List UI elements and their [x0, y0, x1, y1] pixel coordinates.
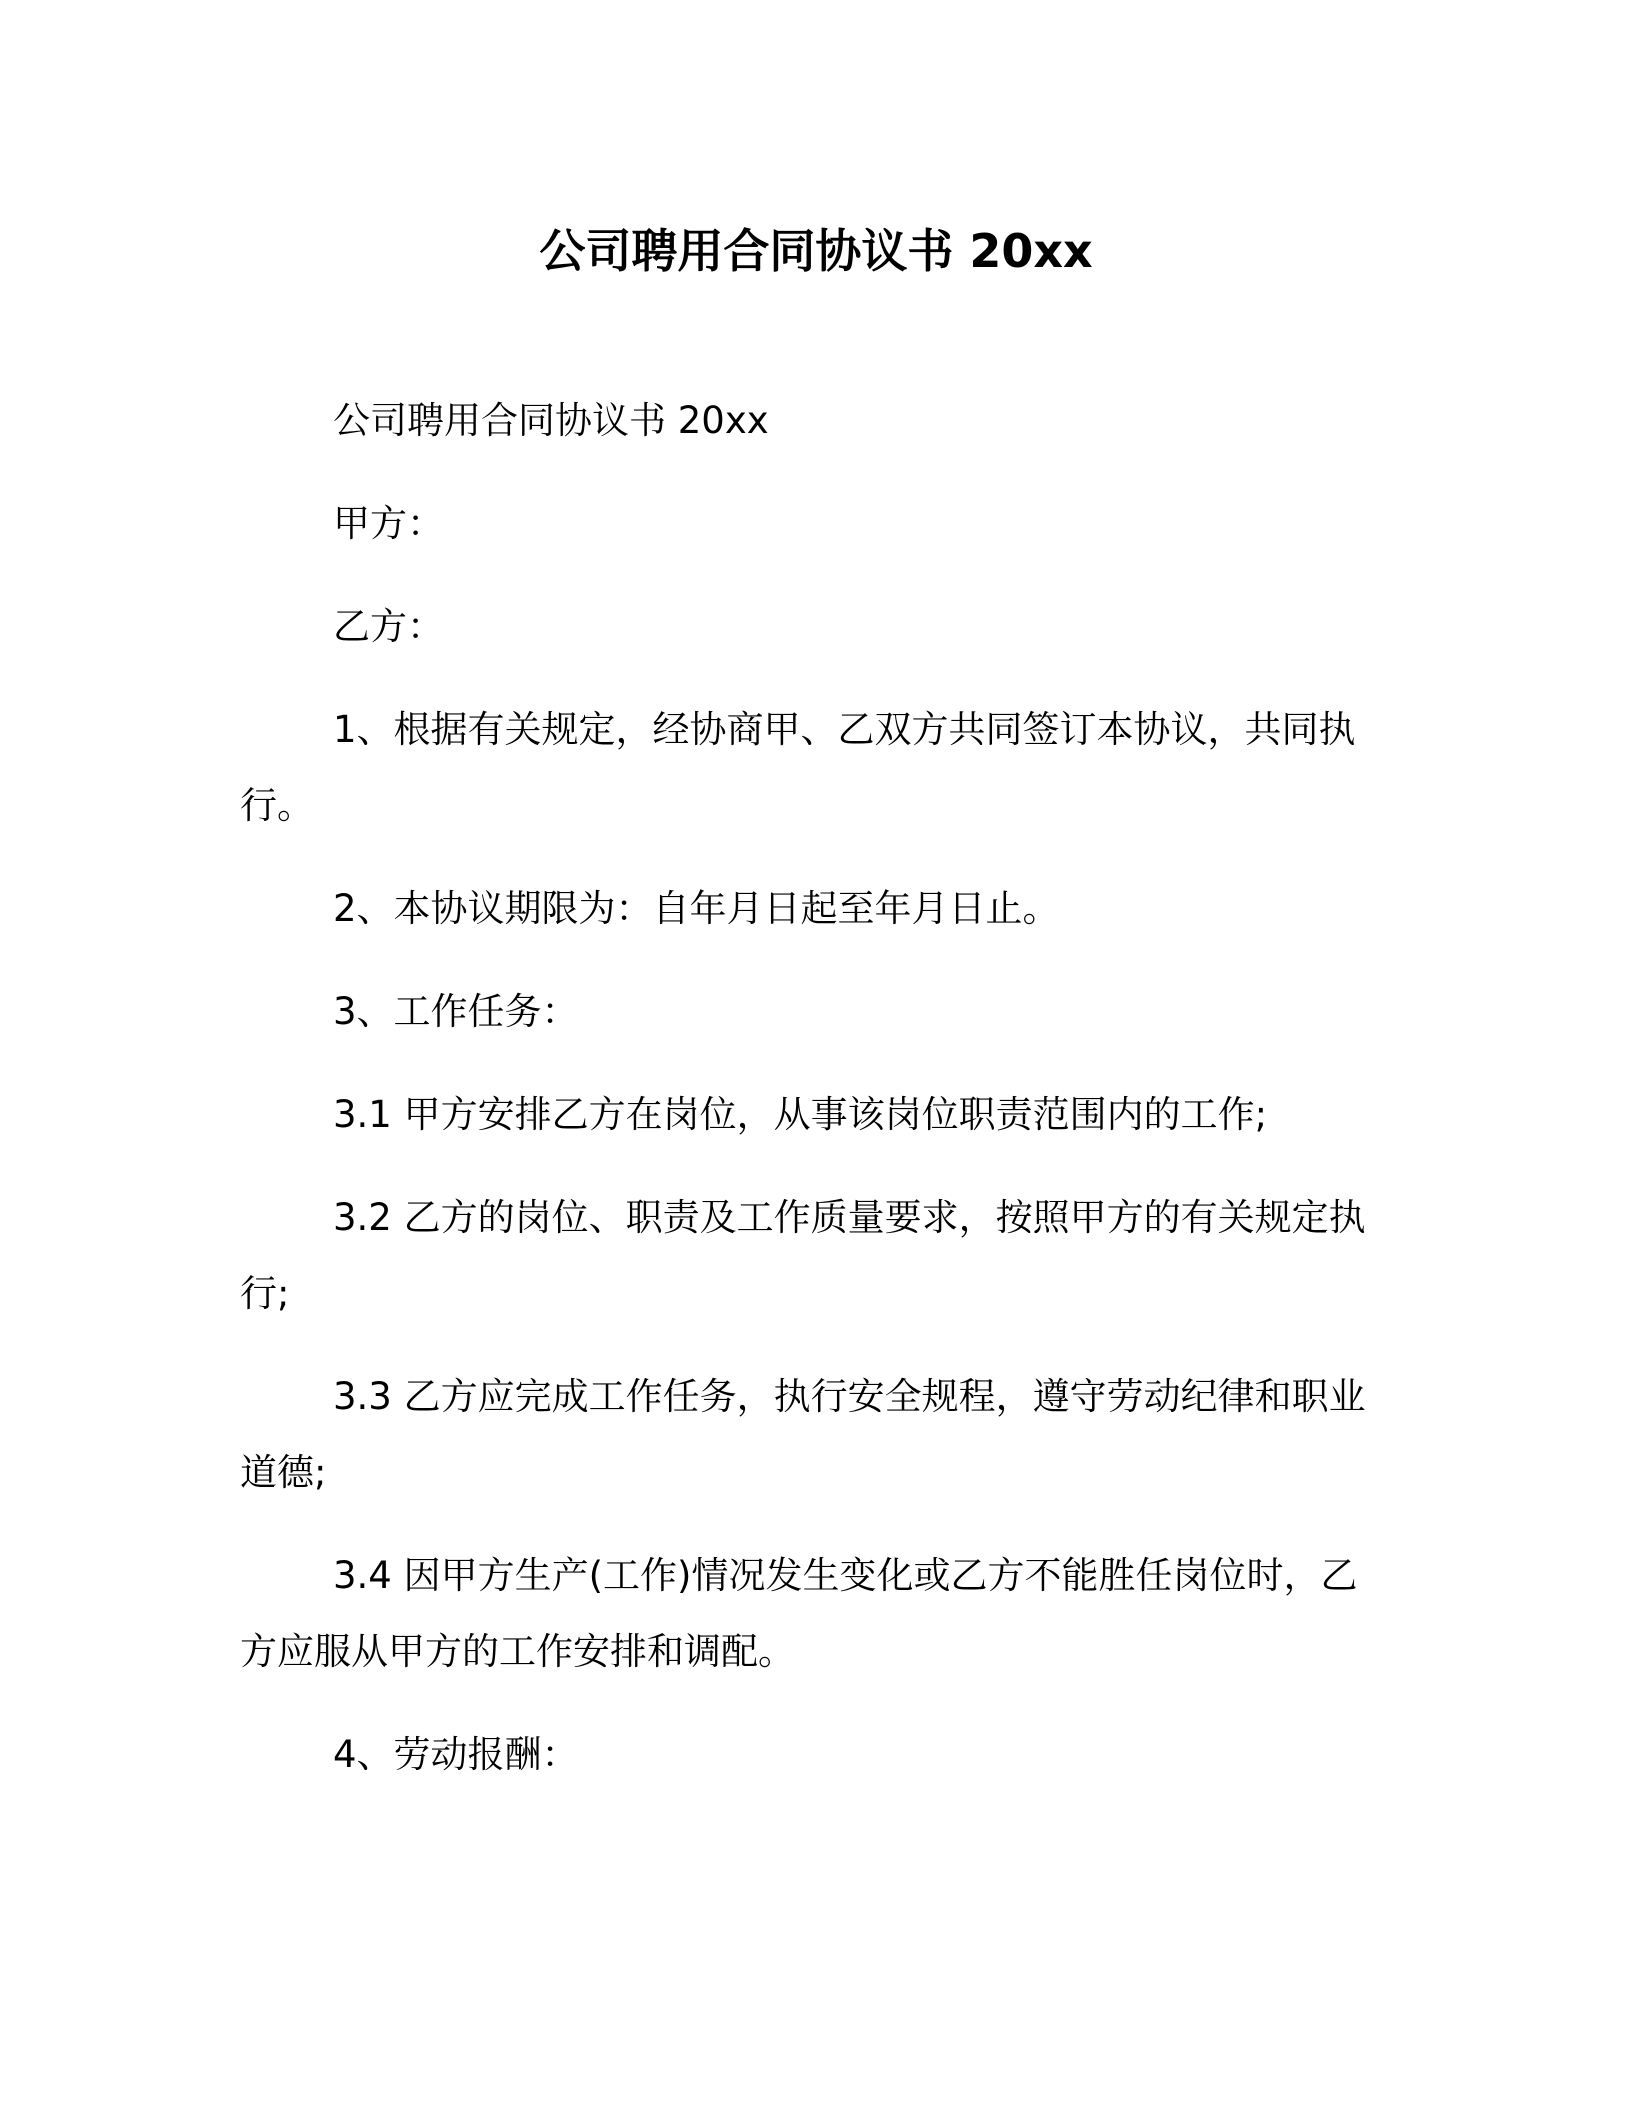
party-a-line: 甲方： [333, 502, 444, 545]
clause-3-2: 3.2 乙方的岗位、职责及工作质量要求，按照甲方的有关规定执行; [240, 1196, 1366, 1315]
clause-1: 1、根据有关规定，经协商甲、乙双方共同签订本协议，共同执行。 [240, 708, 1356, 827]
clause-4-heading: 4、劳动报酬： [333, 1733, 579, 1776]
clause-3-heading: 3、工作任务： [333, 990, 579, 1033]
document-subtitle-paragraph: 公司聘用合同协议书 20xx [333, 399, 769, 442]
clause-2-term: 2、本协议期限为：自年月日起至年月日止。 [333, 887, 1060, 930]
clause-3-1: 3.1 甲方安排乙方在岗位，从事该岗位职责范围内的工作; [333, 1093, 1268, 1136]
document-body [240, 383, 1377, 1820]
party-b-line: 乙方： [333, 605, 444, 648]
document-title: 公司聘用合同协议书 20xx [539, 224, 1093, 278]
clause-3-4: 3.4 因甲方生产(工作)情况发生变化或乙方不能胜任岗位时，乙方应服从甲方的工作安排和调配。 [240, 1554, 1358, 1673]
clause-3-3: 3.3 乙方应完成工作任务，执行安全规程，遵守劳动纪律和职业道德; [240, 1375, 1366, 1494]
